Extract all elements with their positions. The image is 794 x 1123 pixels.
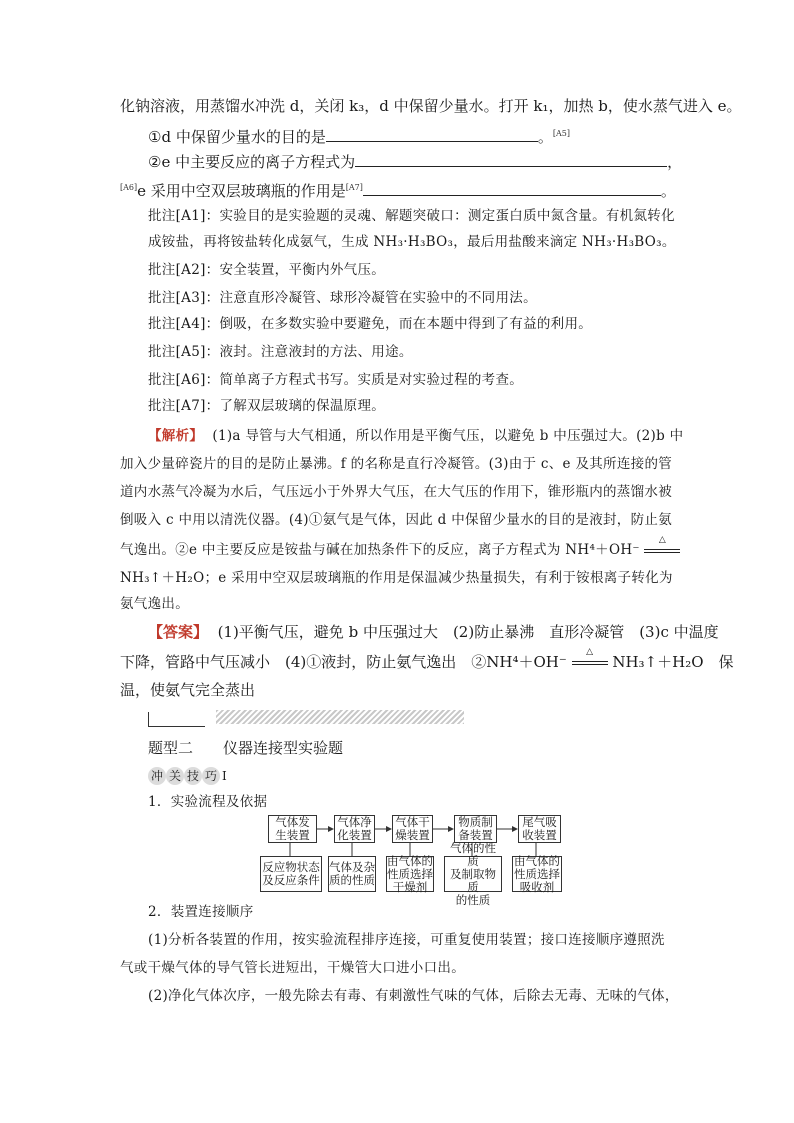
analysis-text: (1)a 导管与大气相通，所以作用是平衡气压，以避免 b 中压强过大。(2)b 中	[212, 428, 684, 444]
answer-text: (1)平衡气压，避免 b 中压强过大 (2)防止暴沸 直形冷凝管 (3)c 中温度	[217, 623, 719, 641]
box-text: 气体发	[275, 815, 310, 829]
question-4-1-end: 。	[537, 128, 553, 146]
badge-char: 技	[184, 767, 202, 785]
box-text: 气体净	[337, 815, 372, 829]
box-text: 燥装置	[395, 828, 430, 842]
flow-basis-gas-impurity	[328, 856, 376, 892]
box-text: 物质制	[458, 815, 493, 829]
comment-marker: [A5]	[552, 129, 570, 138]
question-4-2-text: ②e 中主要反应的离子方程式为	[148, 153, 356, 171]
annotation-a1-line2: 成铵盐，再将铵盐转化成氨气，生成 NH₃·H₃BO₃，最后用盐酸来滴定 NH₃·H₃BO₃。	[148, 234, 676, 250]
analysis-text: 气逸出。②e 中主要反应是铵盐与碱在加热条件下的反应，离子方程式为 NH⁴＋OH⁻	[120, 542, 640, 558]
box-text: 质的性质	[329, 873, 375, 887]
box-text: 性质选择	[514, 866, 560, 881]
box-text: 性质选择	[387, 866, 433, 881]
box-text: 吸收剂	[519, 879, 555, 894]
flow-basis-reactant-state	[260, 856, 322, 892]
annotation-a7: 批注[A7]：了解双层玻璃的保温原理。	[148, 398, 386, 414]
annotation-a5: 批注[A5]：液封。注意液封的方法、用途。	[148, 344, 413, 360]
flow-basis-product-property	[444, 840, 502, 907]
analysis-line2: 加入少量碎瓷片的目的是防止暴沸。f 的名称是直行冷凝管。(3)由于 c、e 及其所连接的管	[120, 456, 673, 472]
heat-condition: △	[658, 534, 667, 545]
box-text: 反应物状态	[262, 860, 320, 874]
paragraph-1-line1: (1)分析各装置的作用，按实验流程排序连接，可重复使用装置；接口连接顺序遵照洗	[148, 932, 665, 948]
answer-text: NH₃↑＋H₂O 保	[612, 653, 734, 671]
annotation-a3: 批注[A3]：注意直形冷凝管、球形冷凝管在实验中的不同用法。	[148, 290, 537, 306]
box-text: 由气体的	[514, 853, 560, 868]
box-text: 气体的性质	[450, 840, 496, 868]
answer-label: 【答案】	[148, 623, 209, 641]
flow-box-product-preparation	[454, 815, 497, 843]
continued-line: 化钠溶液，用蒸馏水冲洗 d，关闭 k₃，d 中保留少量水。打开 k₁，加热 b，使水蒸气进入 e。	[120, 97, 742, 115]
annotation-a6: 批注[A6]：简单离子方程式书写。实质是对实验过程的考查。	[148, 372, 524, 388]
box-text: 及反应条件	[262, 873, 320, 887]
box-text: 备装置	[458, 828, 493, 842]
analysis-line6: NH₃↑＋H₂O；e 采用中空双层玻璃瓶的作用是保温减少热量损失，有利于铵根离子转化为	[120, 570, 673, 586]
badge-char: 巧	[202, 767, 220, 785]
answer-line3: 温，使氨气完全蒸出	[120, 681, 256, 699]
annotation-a4: 批注[A4]：倒吸，在多数实验中要避免，而在本题中得到了有益的利用。	[148, 316, 593, 332]
flow-basis-absorbent	[512, 853, 562, 894]
box-text: 生装置	[275, 828, 310, 842]
question-4-3-end: 。	[660, 182, 676, 200]
comment-marker: [A7]	[345, 183, 363, 192]
analysis-line7: 氨气逸出。	[120, 596, 189, 612]
flow-box-gas-generation	[268, 815, 317, 843]
box-text: 气体干	[395, 815, 430, 829]
heat-condition: △	[586, 647, 593, 657]
analysis-line4: 倒吸入 c 中用以清洗仪器。(4)①氨气是气体，因此 d 中保留少量水的目的是液封，防止氨	[120, 512, 672, 528]
annotation-a1-line1: 批注[A1]：实验目的是实验题的灵魂、解题突破口：测定蛋白质中氮含量。有机氮转化	[148, 208, 675, 224]
question-4-1-text: ①d 中保留少量水的目的是	[148, 128, 326, 146]
box-text: 的性质	[455, 892, 491, 907]
flow-box-gas-purification	[334, 815, 375, 843]
flow-basis-desiccant	[386, 853, 434, 894]
heading-connection-order: 2．装置连接顺序	[148, 904, 254, 920]
analysis-label: 【解析】	[148, 428, 204, 444]
box-text: 干燥剂	[392, 879, 428, 894]
box-text: 收装置	[522, 828, 557, 842]
annotation-a2: 批注[A2]：安全装置，平衡内外气压。	[148, 262, 386, 278]
section-title: 题型二 仪器连接型实验题	[148, 739, 344, 757]
paragraph-2-line1: (2)净化气体次序，一般先除去有毒、有刺激性气味的气体，后除去无毒、无味的气体，	[148, 988, 679, 1004]
box-text: 气体及杂	[329, 860, 375, 874]
flow-box-gas-drying	[392, 815, 433, 843]
heading-flow: 1．实验流程及依据	[148, 794, 268, 810]
flow-box-tail-gas-absorption	[518, 815, 561, 843]
badge-tail: I	[222, 769, 227, 783]
box-text: 化装置	[337, 828, 372, 842]
question-4-2-end: ，	[667, 153, 683, 171]
box-text: 尾气吸	[522, 815, 557, 829]
question-4-3-text: e 采用中空双层玻璃瓶的作用是	[137, 182, 346, 200]
box-text: 由气体的	[387, 853, 433, 868]
answer-text: 下降，管路中气压减小 (4)①液封，防止氨气逸出 ②NH⁴＋OH⁻	[120, 653, 567, 671]
badge-char: 冲	[148, 767, 166, 785]
paragraph-1-line2: 气或干燥气体的导气管长进短出，干燥管大口进小口出。	[120, 960, 465, 976]
comment-marker: [A6]	[120, 183, 138, 192]
badge-char: 关	[166, 767, 184, 785]
box-text: 及制取物质	[450, 866, 496, 894]
analysis-line3: 道内水蒸气冷凝为水后，气压远小于外界大气压，在大气压的作用下，锥形瓶内的蒸馏水被	[120, 484, 672, 500]
